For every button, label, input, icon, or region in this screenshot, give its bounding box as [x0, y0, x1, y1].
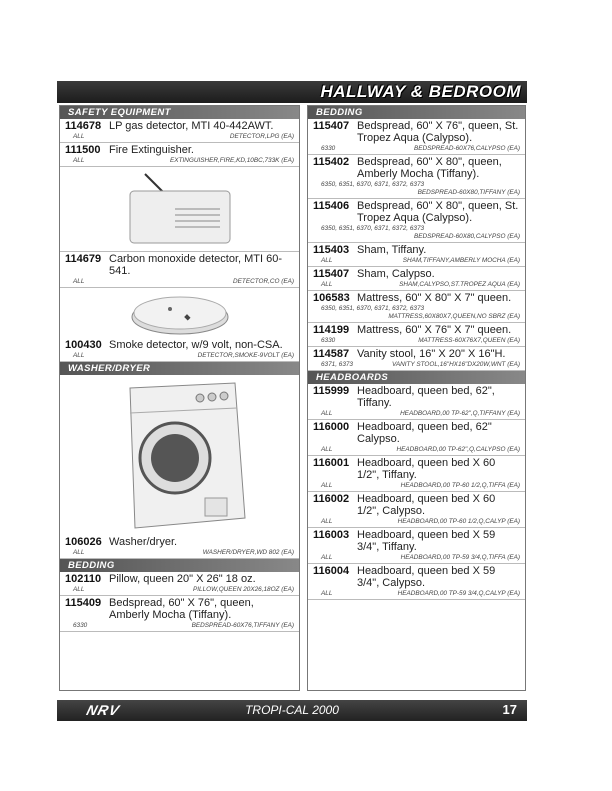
item-models: ALL [321, 446, 333, 453]
item-models: 6330 [321, 337, 336, 344]
smoke-detector-icon [60, 288, 299, 338]
catalog-item [308, 243, 525, 267]
item-main-line [313, 156, 520, 180]
item-detail-line [313, 410, 520, 418]
item-reference: BEDSPREAD-60X80,CALYPSO (EA) [414, 233, 520, 240]
item-reference: DETECTOR,SMOKE-9VOLT (EA) [197, 352, 294, 359]
item-main-line [65, 597, 294, 621]
item-code: 100430 [65, 339, 102, 351]
catalog-item [308, 119, 525, 155]
item-description: Headboard, queen bed X 59 3/4", Tiffany. [357, 529, 496, 553]
item-reference: BEDSPREAD-60X76,CALYPSO (EA) [414, 145, 520, 152]
item-detail-line [313, 518, 520, 526]
left-column [59, 105, 300, 691]
item-detail-line [65, 352, 294, 360]
item-code: 115406 [313, 200, 350, 212]
item-code: 116000 [313, 421, 350, 433]
item-main-line [313, 120, 520, 144]
item-description: Fire Extinguisher. [109, 144, 194, 156]
catalog-item [308, 199, 525, 243]
item-code: 114678 [65, 120, 102, 132]
catalog-item [60, 535, 299, 559]
item-main-line [65, 536, 294, 548]
item-code: 111500 [65, 144, 101, 156]
item-description: Mattress, 60" X 80" X 7" queen. [357, 292, 512, 304]
item-code: 106026 [65, 536, 102, 548]
item-main-line [313, 348, 520, 360]
item-main-line [313, 244, 520, 256]
item-main-line [65, 339, 294, 351]
item-detail-line [313, 554, 520, 562]
item-code: 106583 [313, 292, 350, 304]
section-header: HEADBOARDS [308, 371, 525, 384]
catalog-item [308, 492, 525, 528]
item-detail-line [313, 145, 520, 153]
catalog-item [60, 119, 299, 143]
catalog-item [308, 291, 525, 323]
item-reference: HEADBOARD,00 TP-62",Q,CALYPSO (EA) [396, 446, 520, 453]
washer-dryer-icon [60, 375, 299, 535]
item-code: 102110 [65, 573, 102, 585]
item-reference: MATTRESS-60X76X7,QUEEN (EA) [418, 337, 520, 344]
item-description: Headboard, queen bed, 62" Calypso. [357, 421, 492, 445]
item-models: ALL [321, 257, 333, 264]
item-main-line [313, 565, 520, 589]
item-reference: BEDSPREAD-60X80,TIFFANY (EA) [417, 189, 520, 196]
item-code: 114587 [313, 348, 350, 360]
item-code: 116004 [313, 565, 350, 577]
item-code: 115407 [313, 120, 350, 132]
item-detail-line [313, 482, 520, 490]
item-models: ALL [73, 586, 85, 593]
item-reference: HEADBOARD,00 TP-60 1/2,Q,CALYP (EA) [397, 518, 520, 525]
item-description: Smoke detector, w/9 volt, non-CSA. [109, 339, 283, 351]
item-description: Bedspread, 60" X 80", queen, St. Tropez Aqua (Calypso). [357, 200, 519, 224]
item-detail-line [65, 622, 294, 630]
item-detail-line [65, 586, 294, 594]
item-code: 115402 [313, 156, 350, 168]
page-title: HALLWAY & BEDROOM [320, 82, 521, 101]
item-detail-line [65, 549, 294, 557]
item-models: ALL [73, 352, 85, 359]
item-models: ALL [73, 278, 85, 285]
item-reference: HEADBOARD,00 TP-60 1/2,Q,TIFFA (EA) [400, 482, 520, 489]
item-code: 115403 [313, 244, 350, 256]
right-column [307, 105, 526, 691]
page-title-bar [57, 81, 527, 103]
item-description: LP gas detector, MTI 40-442AWT. [109, 120, 274, 132]
item-reference: DETECTOR,LPG (EA) [229, 133, 294, 140]
item-models: 6350, 6351, 6370, 6371, 6372, 6373 [321, 305, 425, 312]
item-main-line [313, 457, 520, 481]
section-header: WASHER/DRYER [60, 362, 299, 375]
item-main-line [313, 324, 520, 336]
item-main-line [65, 120, 294, 132]
item-models: ALL [73, 133, 85, 140]
item-description: Bedspread, 60" X 76", queen, Amberly Mocha (Tiffany). [109, 597, 254, 621]
item-main-line [313, 529, 520, 553]
item-detail-line [313, 181, 520, 197]
catalog-item [308, 528, 525, 564]
item-code: 116003 [313, 529, 350, 541]
item-description: Bedspread, 60" X 80", queen, Amberly Mocha (Tiffany). [357, 156, 502, 180]
item-reference: BEDSPREAD-60X76,TIFFANY (EA) [191, 622, 294, 629]
item-reference: HEADBOARD,00 TP-59 3/4,Q,TIFFA (EA) [400, 554, 520, 561]
item-detail-line [313, 446, 520, 454]
catalog-item [60, 596, 299, 632]
item-description: Headboard, queen bed X 60 1/2", Calypso. [357, 493, 496, 517]
catalog-item [308, 420, 525, 456]
catalog-item [308, 564, 525, 600]
item-code: 114199 [313, 324, 350, 336]
nrv-logo: NRV [84, 702, 122, 718]
catalog-item [60, 338, 299, 362]
item-models: 6350, 6351, 6370, 6371, 6372, 6373 [321, 181, 425, 188]
item-main-line [313, 493, 520, 517]
item-detail-line [65, 278, 294, 286]
item-reference: DETECTOR,CO (EA) [233, 278, 294, 285]
item-models: ALL [73, 157, 85, 164]
item-description: Carbon monoxide detector, MTI 60-541. [109, 253, 283, 277]
catalog-item [308, 456, 525, 492]
catalog-item [60, 252, 299, 288]
item-description: Pillow, queen 20" X 26" 18 oz. [109, 573, 256, 585]
catalog-item [308, 323, 525, 347]
item-main-line [65, 144, 294, 156]
item-models: 6371, 6373 [321, 361, 353, 368]
catalog-item [308, 267, 525, 291]
item-detail-line [313, 590, 520, 598]
item-description: Headboard, queen bed, 62", Tiffany. [357, 385, 495, 409]
catalog-item [308, 155, 525, 199]
item-detail-line [65, 133, 294, 141]
section-header: BEDDING [60, 559, 299, 572]
item-reference: EXTINGUISHER,FIRE,KD,10BC,733K (EA) [170, 157, 294, 164]
item-code: 115407 [313, 268, 350, 280]
item-description: Vanity stool, 16" X 20" X 16"H. [357, 348, 506, 360]
item-description: Sham, Tiffany. [357, 244, 427, 256]
item-models: ALL [321, 410, 333, 417]
item-description: Mattress, 60" X 76" X 7" queen. [357, 324, 512, 336]
item-description: Washer/dryer. [109, 536, 178, 548]
item-detail-line [313, 281, 520, 289]
item-models: 6330 [73, 622, 88, 629]
item-detail-line [65, 157, 294, 165]
item-code: 116001 [313, 457, 350, 469]
page-number: 17 [502, 702, 517, 717]
item-main-line [65, 573, 294, 585]
item-code: 116002 [313, 493, 350, 505]
item-main-line [313, 421, 520, 445]
item-main-line [65, 253, 294, 277]
footer-bar [57, 700, 527, 721]
item-description: Headboard, queen bed X 59 3/4", Calypso. [357, 565, 496, 589]
catalog-item [60, 143, 299, 167]
catalog-title: TROPI-CAL 2000 [245, 703, 339, 717]
catalog-item [60, 572, 299, 596]
item-main-line [313, 385, 520, 409]
item-detail-line [313, 257, 520, 265]
item-detail-line [313, 361, 520, 369]
item-description: Sham, Calypso. [357, 268, 435, 280]
item-reference: HEADBOARD,00 TP-62",Q,TIFFANY (EA) [400, 410, 520, 417]
item-models: ALL [73, 549, 85, 556]
item-reference: VANITY STOOL,16"HX16"DX20W,WNT (EA) [391, 361, 520, 368]
item-reference: PILLOW,QUEEN 20X26,18OZ (EA) [193, 586, 294, 593]
item-reference: SHAM,TIFFANY,AMBERLY MOCHA (EA) [402, 257, 520, 264]
item-description: Headboard, queen bed X 60 1/2", Tiffany. [357, 457, 496, 481]
item-code: 114679 [65, 253, 102, 265]
item-reference: HEADBOARD,00 TP-59 3/4,Q,CALYP (EA) [397, 590, 520, 597]
item-models: ALL [321, 554, 333, 561]
item-main-line [313, 200, 520, 224]
item-models: 6330 [321, 145, 336, 152]
item-models: ALL [321, 281, 333, 288]
item-models: 6350, 6351, 6370, 6371, 6372, 6373 [321, 225, 425, 232]
item-detail-line [313, 337, 520, 345]
catalog-item [308, 384, 525, 420]
item-detail-line [313, 305, 520, 321]
item-models: ALL [321, 482, 333, 489]
catalog-item [308, 347, 525, 371]
item-reference: MATTRESS,60X80X7,QUEEN,NO SBRZ (EA) [388, 313, 520, 320]
item-reference: SHAM,CALYPSO,ST.TROPEZ AQUA (EA) [399, 281, 520, 288]
item-code: 115999 [313, 385, 350, 397]
item-main-line [313, 268, 520, 280]
item-models: ALL [321, 518, 333, 525]
item-reference: WASHER/DRYER,WD 802 (EA) [202, 549, 294, 556]
co-detector-icon [60, 167, 299, 252]
item-models: ALL [321, 590, 333, 597]
item-main-line [313, 292, 520, 304]
section-header: SAFETY EQUIPMENT [60, 106, 299, 119]
section-header: BEDDING [308, 106, 525, 119]
item-detail-line [313, 225, 520, 241]
item-code: 115409 [65, 597, 102, 609]
item-description: Bedspread, 60" X 76", queen, St. Tropez Aqua (Calypso). [357, 120, 519, 144]
